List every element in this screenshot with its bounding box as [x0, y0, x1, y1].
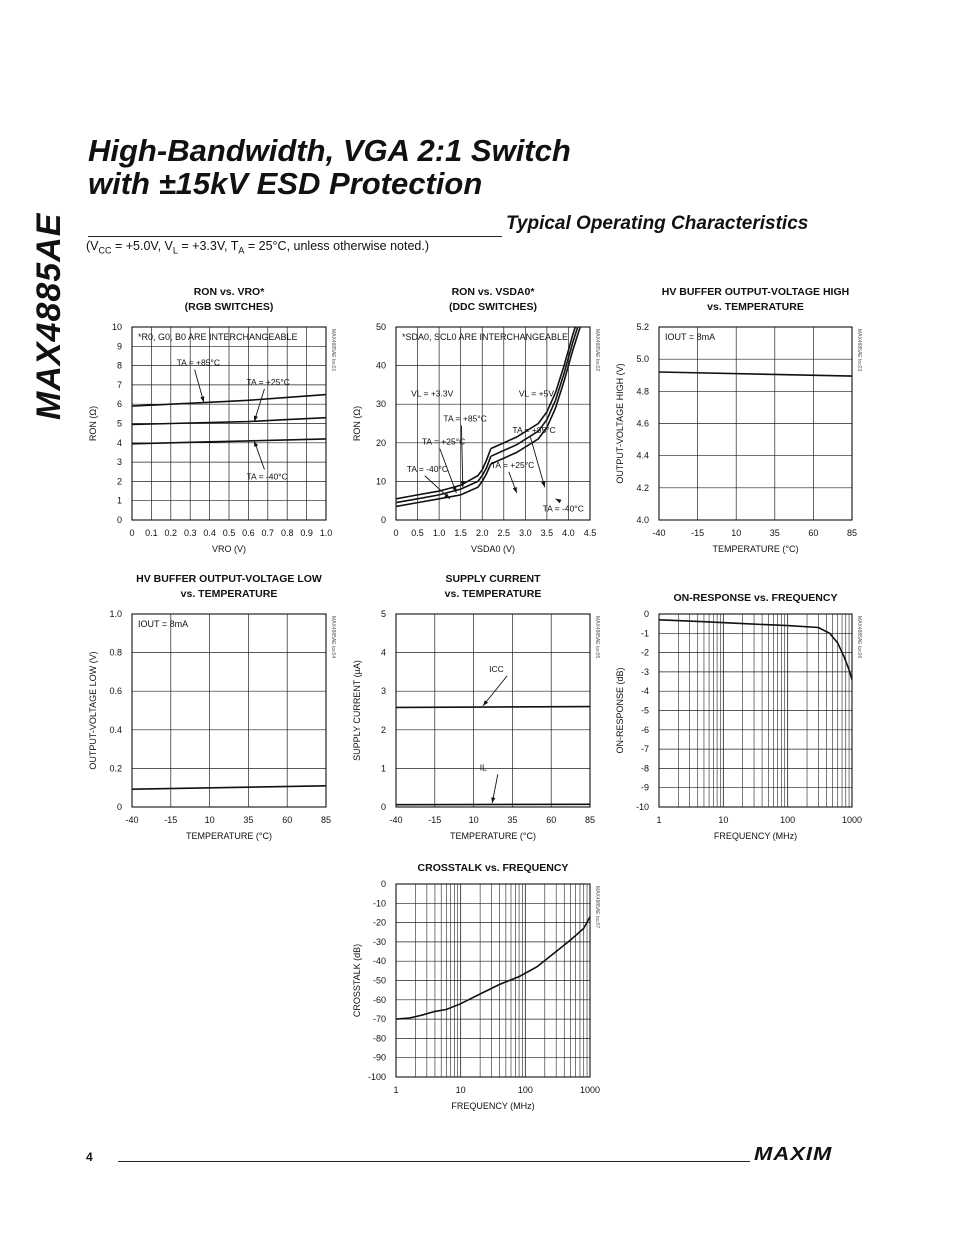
x-tick-label: 10	[731, 528, 742, 538]
y-tick-label: -70	[372, 1014, 386, 1025]
x-tick-label: 60	[546, 815, 557, 825]
chart-title: RON vs. VSDA0*	[451, 286, 535, 298]
chart-subtitle: (DDC SWITCHES)	[448, 301, 538, 313]
chart-code: MAX4885AE toc07	[594, 886, 600, 929]
y-tick-label: -10	[372, 898, 386, 909]
annotation-label: TA = -40°C	[246, 471, 288, 482]
chart-title: CROSSTALK vs. FREQUENCY	[417, 862, 569, 874]
annotation-arrowhead	[491, 797, 495, 803]
x-tick-label: 2.5	[497, 528, 511, 538]
x-tick-label: 0	[393, 528, 399, 538]
chart-note: IOUT = 8mA	[665, 332, 716, 342]
maxim-logo: MAXIM	[754, 1142, 833, 1165]
title-line-1: High-Bandwidth, VGA 2:1 Switch	[88, 133, 571, 168]
x-tick-label: 0.8	[280, 528, 294, 538]
y-axis-label: RON (Ω)	[88, 405, 98, 442]
series-line	[659, 620, 852, 680]
x-tick-label: 35	[769, 528, 780, 538]
x-axis-label: FREQUENCY (MHz)	[451, 1101, 535, 1111]
x-tick-label: 4.5	[583, 528, 597, 538]
y-tick-label: 5.0	[636, 354, 649, 365]
y-axis-label: SUPPLY CURRENT (µA)	[352, 660, 362, 761]
chart-subtitle: (RGB SWITCHES)	[184, 301, 274, 313]
annotation-arrow	[461, 426, 462, 488]
y-tick-label: -90	[372, 1052, 386, 1063]
series-line	[659, 372, 852, 376]
x-tick-label: 1000	[841, 815, 863, 825]
series-line	[396, 917, 590, 1019]
x-tick-label: -40	[389, 815, 403, 825]
y-tick-label: 20	[375, 437, 386, 448]
y-tick-label: 0.8	[109, 647, 122, 658]
y-tick-label: 4	[380, 647, 386, 658]
cond-end: = 25°C, unless otherwise noted.)	[244, 239, 430, 253]
y-tick-label: 4.8	[636, 386, 649, 397]
x-tick-label: -15	[164, 815, 178, 825]
x-tick-label: 10	[468, 815, 479, 825]
x-tick-label: 1.0	[319, 528, 333, 538]
y-tick-label: -40	[372, 956, 386, 967]
chart-code: MAX4885AE toc01	[330, 329, 336, 372]
annotation-label: TA = -40°C	[406, 463, 449, 474]
annotation-label: ICC	[489, 663, 504, 674]
x-tick-label: 100	[517, 1085, 533, 1095]
y-tick-label: 1.0	[109, 609, 122, 619]
x-axis-label: TEMPERATURE (°C)	[186, 831, 272, 841]
x-axis-label: TEMPERATURE (°C)	[450, 831, 536, 841]
y-tick-label: 10	[111, 322, 122, 332]
x-axis-label: TEMPERATURE (°C)	[712, 544, 799, 554]
x-tick-label: 0	[129, 528, 135, 538]
y-tick-label: -2	[640, 647, 649, 658]
y-tick-label: 6	[116, 399, 122, 410]
annotation-arrowhead	[513, 487, 517, 493]
chart-subtitle: vs. TEMPERATURE	[444, 588, 542, 600]
y-tick-label: 2	[116, 476, 122, 487]
x-tick-label: 85	[846, 528, 858, 538]
x-tick-label: 3.5	[540, 528, 554, 538]
chart-6	[615, 592, 862, 841]
annotation-label: IL	[479, 762, 487, 773]
y-tick-label: 4.2	[636, 482, 649, 493]
x-axis-label: VRO (V)	[211, 544, 247, 554]
y-tick-label: -80	[372, 1033, 386, 1044]
y-tick-label: 0	[380, 879, 386, 889]
section-title: Typical Operating Characteristics	[506, 213, 809, 234]
cond-mid2: = +3.3V, T	[177, 239, 239, 253]
page-number: 4	[86, 1150, 93, 1164]
annotation-arrowhead	[254, 441, 258, 447]
x-tick-label: -40	[652, 528, 666, 538]
chart-title: RON vs. VRO*	[193, 286, 265, 298]
y-tick-label: 0.6	[109, 686, 122, 697]
x-tick-label: 60	[808, 528, 819, 538]
y-tick-label: -50	[372, 975, 386, 986]
y-tick-label: 5.2	[636, 322, 649, 332]
x-tick-label: 0.9	[300, 528, 313, 538]
x-tick-label: 1	[393, 1085, 399, 1095]
x-tick-label: -15	[691, 528, 705, 538]
chart-subtitle: vs. TEMPERATURE	[707, 301, 804, 313]
y-tick-label: 0	[380, 515, 386, 525]
y-axis-label: ON-RESPONSE (dB)	[615, 667, 625, 754]
x-tick-label: 0.6	[242, 528, 255, 538]
chart-code: MAX4885AE toc02	[594, 329, 600, 372]
plot-frame	[132, 614, 326, 807]
side-part-number: MAX4885AE	[30, 212, 68, 420]
x-tick-label: 10	[204, 815, 215, 825]
footer-rule	[118, 1161, 750, 1162]
chart-3	[615, 286, 862, 554]
y-tick-label: 9	[116, 341, 122, 352]
x-axis-label: FREQUENCY (MHz)	[713, 831, 798, 841]
x-axis-label: VSDA0 (V)	[470, 544, 516, 554]
y-tick-label: -3	[640, 666, 649, 677]
y-tick-label: -4	[640, 686, 649, 697]
y-tick-label: -30	[372, 936, 386, 947]
y-tick-label: 0.2	[109, 763, 122, 774]
x-tick-label: -15	[428, 815, 442, 825]
y-tick-label: 4.0	[636, 515, 649, 525]
y-tick-label: 4.4	[636, 450, 649, 461]
x-tick-label: 0.2	[164, 528, 178, 538]
series-line	[132, 786, 326, 789]
plot-frame	[396, 327, 590, 520]
x-tick-label: 35	[243, 815, 254, 825]
x-tick-label: 0.5	[222, 528, 236, 538]
x-tick-label: 4.0	[562, 528, 575, 538]
y-tick-label: 0	[380, 802, 386, 812]
y-tick-label: 0	[643, 609, 649, 619]
y-tick-label: -6	[640, 724, 649, 735]
annotation-label: TA = +25°C	[421, 436, 466, 447]
cond-a: A	[238, 245, 245, 256]
x-tick-label: 35	[507, 815, 518, 825]
annotation-label: TA = +25°C	[246, 376, 290, 387]
x-tick-label: 10	[718, 815, 729, 825]
y-tick-label: 10	[375, 476, 386, 487]
y-tick-label: 40	[375, 360, 386, 371]
x-tick-label: 85	[320, 815, 332, 825]
annotation-label: VL = +5V	[518, 388, 555, 399]
y-tick-label: -5	[640, 705, 649, 716]
x-tick-label: 85	[584, 815, 596, 825]
x-tick-label: 100	[780, 815, 796, 825]
chart-note: IOUT = 8mA	[138, 619, 189, 629]
chart-note: *SDA0, SCL0 ARE INTERCHANGEABLE	[402, 332, 569, 342]
x-tick-label: 0.4	[203, 528, 216, 538]
y-tick-label: -60	[372, 994, 386, 1005]
series-line	[396, 707, 590, 708]
y-tick-label: -100	[367, 1072, 386, 1082]
y-tick-label: 1	[116, 495, 122, 506]
y-axis-label: CROSSTALK (dB)	[352, 943, 362, 1018]
y-tick-label: 0	[116, 515, 122, 525]
y-tick-label: 3	[380, 686, 386, 697]
annotation-arrowhead	[541, 481, 545, 487]
y-tick-label: 50	[375, 322, 386, 332]
cond-l: L	[172, 245, 178, 256]
chart-7	[352, 862, 600, 1111]
y-tick-label: 5	[380, 609, 386, 619]
annotation-label: VL = +3.3V	[411, 388, 454, 399]
x-tick-label: 10	[455, 1085, 466, 1095]
annotation-label: TA = -40°C	[542, 503, 584, 514]
plot-frame	[396, 614, 590, 807]
title-line-2: with ±15kV ESD Protection	[88, 166, 483, 201]
y-tick-label: 4	[116, 437, 122, 448]
chart-note: *R0, G0, B0 ARE INTERCHANGEABLE	[138, 332, 298, 342]
chart-4	[88, 573, 336, 841]
y-axis-label: RON (Ω)	[352, 405, 362, 442]
chart-5	[352, 573, 600, 841]
chart-1	[88, 286, 336, 554]
x-tick-label: 3.0	[519, 528, 532, 538]
y-tick-label: 2	[380, 724, 386, 735]
y-tick-label: -8	[640, 763, 649, 774]
annotation-label: TA = +85°C	[512, 425, 556, 436]
annotation-label: TA = +25°C	[490, 459, 535, 470]
x-tick-label: 1000	[579, 1085, 601, 1095]
y-tick-label: 4.6	[636, 418, 649, 429]
chart-title: ON-RESPONSE vs. FREQUENCY	[673, 592, 838, 604]
annotation-arrowhead	[200, 396, 204, 402]
chart-subtitle: vs. TEMPERATURE	[180, 588, 278, 600]
y-tick-label: 0.4	[109, 724, 122, 735]
y-tick-label: 8	[116, 360, 122, 371]
x-tick-label: 1	[656, 815, 662, 825]
chart-title: SUPPLY CURRENT	[445, 573, 541, 585]
x-tick-label: 1.5	[454, 528, 467, 538]
x-tick-label: -40	[125, 815, 139, 825]
y-tick-label: 5	[116, 418, 122, 429]
y-tick-label: 3	[116, 457, 122, 468]
y-tick-label: 0	[116, 802, 122, 812]
y-tick-label: 30	[375, 399, 386, 410]
x-tick-label: 0.3	[183, 528, 197, 538]
y-tick-label: -7	[640, 744, 649, 755]
y-axis-label: OUTPUT-VOLTAGE HIGH (V)	[615, 363, 625, 484]
annotation-label: TA = +85°C	[443, 413, 487, 424]
y-tick-label: -10	[635, 802, 649, 812]
chart-title: HV BUFFER OUTPUT-VOLTAGE HIGH	[661, 286, 850, 298]
annotation-label: TA = +85°C	[176, 357, 221, 368]
y-tick-label: -9	[640, 782, 649, 793]
chart-code: MAX4885AE toc05	[594, 616, 600, 659]
cond-open: (V	[86, 239, 99, 253]
y-tick-label: 7	[116, 379, 122, 390]
x-tick-label: 60	[282, 815, 293, 825]
series-line	[491, 304, 586, 464]
x-tick-label: 0.7	[261, 528, 275, 538]
chart-code: MAX4885AE toc06	[856, 616, 862, 659]
y-tick-label: -1	[640, 628, 649, 639]
chart-code: MAX4885AE toc03	[856, 329, 862, 372]
y-axis-label: OUTPUT-VOLTAGE LOW (V)	[88, 651, 98, 770]
chart-title: HV BUFFER OUTPUT-VOLTAGE LOW	[136, 573, 322, 585]
y-tick-label: -20	[372, 917, 386, 928]
x-tick-label: 1.0	[432, 528, 446, 538]
chart-code: MAX4885AE toc04	[330, 616, 336, 659]
x-tick-label: 2.0	[475, 528, 489, 538]
x-tick-label: 0.5	[411, 528, 424, 538]
y-tick-label: 1	[380, 763, 386, 774]
cond-cc: CC	[98, 245, 112, 256]
chart-2	[352, 286, 600, 554]
x-tick-label: 0.1	[145, 528, 158, 538]
cond-mid1: = +5.0V, V	[111, 239, 173, 253]
